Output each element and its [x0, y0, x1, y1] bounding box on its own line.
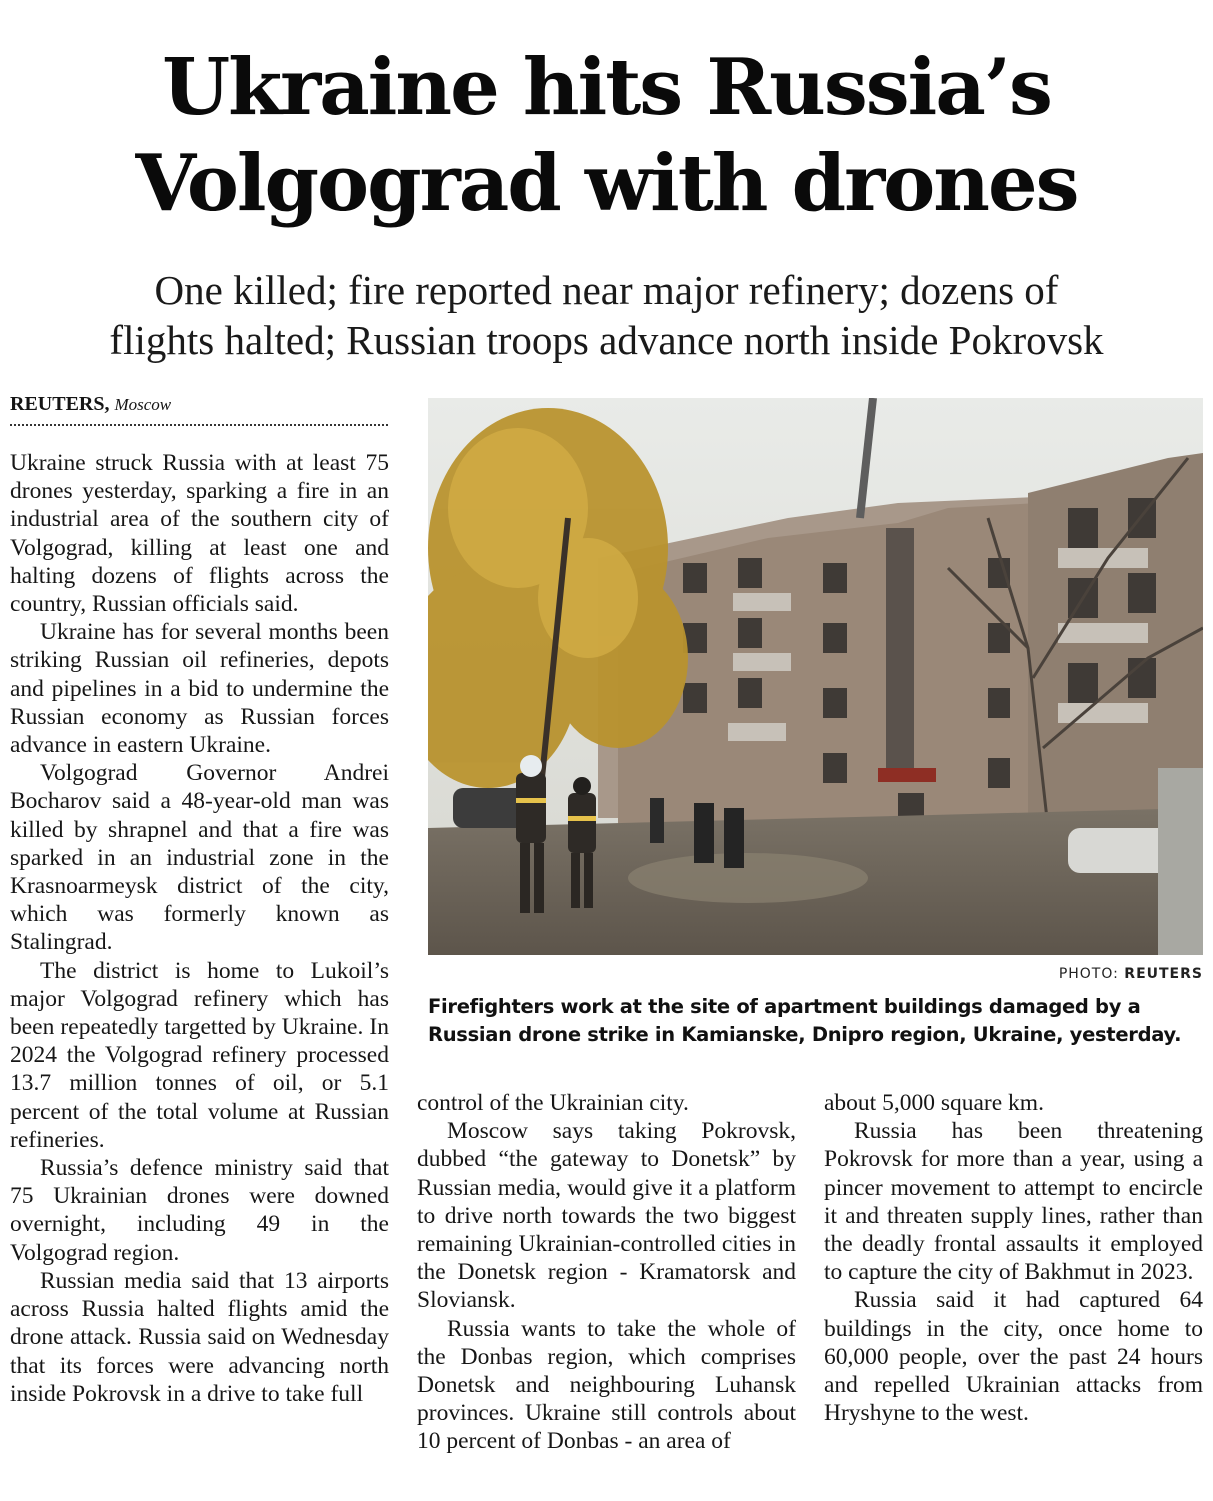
body-paragraph: The district is home to Lukoil’s major Volgograd refinery which has been repeatedly targetted by Ukraine. In 2024 the Volgograd refinery processed 13.7 million tonnes of oil, or 5.1 percent of the total volume at Russian refineries. [10, 957, 389, 1153]
body-column-3 [824, 1089, 1203, 1427]
body-paragraph: Russia wants to take the whole of the Donbas region, which comprises Donetsk and neighbouring Luhansk provinces. Ukraine still controls about 10 percent of Donbas - an area of [417, 1315, 796, 1455]
photo-caption-line-2: Russian drone strike in Kamianske, Dnipro region, Ukraine, yesterday. [428, 1023, 1182, 1046]
body-paragraph: about 5,000 square km. [824, 1090, 1044, 1116]
body-column-1 [10, 449, 389, 1408]
photo-credit [1059, 966, 1203, 982]
subheadline [0, 265, 1213, 365]
byline-divider [10, 424, 388, 426]
subhead-line-1: One killed; fire reported near major refinery; dozens of [154, 267, 1059, 313]
byline [10, 393, 390, 416]
body-paragraph: Russia said it had captured 64 buildings in the city, once home to 60,000 people, over the past 24 hours and repelled Ukrainian attacks from Hryshyne to the west. [824, 1287, 1203, 1427]
body-paragraph: Russia’s defence ministry said that 75 Ukrainian drones were downed overnight, including 49 in the Volgograd region. [10, 1155, 389, 1266]
subhead-line-2: flights halted; Russian troops advance north inside Pokrovsk [109, 317, 1104, 363]
headline-line-1: Ukraine hits Russia’s [162, 42, 1051, 133]
body-paragraph: Ukraine struck Russia with at least 75 drones yesterday, sparking a fire in an industrial area of the southern city of Volgograd, killing at least one and halting dozens of flights across the country, Russian officials said. [10, 450, 389, 618]
body-paragraph: Ukraine has for several months been striking Russian oil refineries, depots and pipelines in a bid to undermine the Russian economy as Russian forces advance in eastern Ukraine. [10, 619, 389, 759]
photo-credit-source: REUTERS [1124, 966, 1203, 982]
body-paragraph: Russia has been threatening Pokrovsk for more than a year, using a pincer movement to attempt to encircle it and threaten supply lines, rather than the deadly frontal assaults it employed to capture the city of Bakhmut in 2023. [824, 1118, 1203, 1286]
byline-city: Moscow [114, 395, 172, 414]
byline-agency: REUTERS, [10, 393, 110, 415]
photo-caption-line-1: Firefighters work at the site of apartment buildings damaged by a [428, 995, 1141, 1018]
news-photo [428, 398, 1203, 955]
body-paragraph: Volgograd Governor Andrei Bocharov said a 48-year-old man was killed by shrapnel and that a fire was sparked in an industrial zone in the Krasnoarmeysk district of the city, which was formerly known as Stalingrad. [10, 760, 389, 956]
photo-caption [428, 993, 1208, 1049]
headline [0, 40, 1213, 232]
headline-line-2: Volgograd with drones [135, 138, 1078, 229]
body-column-2 [417, 1089, 796, 1456]
body-paragraph: control of the Ukrainian city. [417, 1090, 689, 1116]
body-paragraph: Russian media said that 13 airports across Russia halted flights amid the drone attack. Russia said on Wednesday that its forces were advancing north inside Pokrovsk in a drive to take full [10, 1267, 389, 1407]
body-paragraph: Moscow says taking Pokrovsk, dubbed “the gateway to Donetsk” by Russian media, would give it a platform to drive north towards the two biggest remaining Ukrainian-controlled cities in the Donetsk region - Kramatorsk and Sloviansk. [417, 1118, 796, 1314]
photo-credit-label: PHOTO: [1058, 966, 1119, 982]
